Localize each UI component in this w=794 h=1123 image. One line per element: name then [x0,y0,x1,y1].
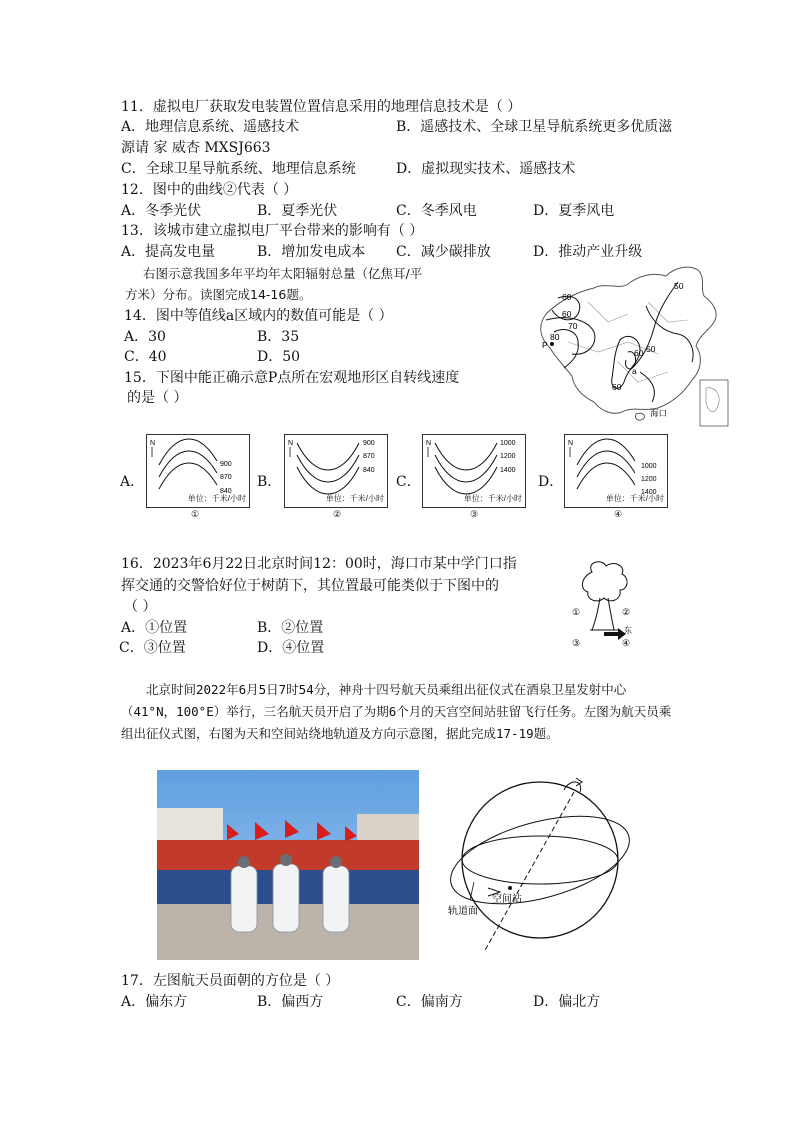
q16-line-3: （ ） [124,599,157,615]
contour-label: 1200 [500,453,516,460]
contour-label: 840 [220,488,232,495]
orbit-diagram [444,770,634,960]
q11-option-c: C．全球卫星导航系统、地理信息系统 [121,161,356,177]
figure-number: ① [191,510,200,520]
q12-option-b: B．夏季光伏 [257,203,338,219]
q12-stem: 12．图中的曲线②代表（ ） [121,182,298,198]
q11-option-b: B．遥感技术、全球卫星导航系统更多优质滋 [396,119,673,135]
q16-option-a: A．①位置 [121,620,188,636]
q17-stem: 17．左图航天员面朝的方位是（ ） [121,973,340,989]
figure-option-b [284,434,388,508]
q14-stem: 14．图中等值线a区域内的数值可能是（ ） [124,308,393,324]
q15-option-c-letter: C． [396,474,421,490]
contour-label: 900 [363,440,375,447]
q13-option-c: C．减少碳排放 [396,244,491,260]
q13-option-b: B．增加发电成本 [257,244,366,260]
figure-option-a [146,434,250,508]
map-label-a: a [632,366,637,376]
q14-option-c: C．40 [124,349,167,365]
q17-option-d: D．偏北方 [533,994,601,1010]
q16-option-c: C．③位置 [119,640,186,656]
q17-option-b: B．偏西方 [257,994,324,1010]
q13-stem: 13．该城市建立虚拟电厂平台带来的影响有（ ） [121,223,424,239]
unit-label: 单位：千米/小时 [605,494,664,503]
contour-label: 870 [220,474,232,481]
map-label: 60 [634,348,644,358]
q14-option-d: D．50 [257,349,301,365]
q15-stem-1: 15．下图中能正确示意P点所在宏观地形区自转线速度 [124,370,460,386]
map-label: 60 [612,382,622,392]
contour-label: 1200 [641,476,657,483]
tree-position-2: ② [622,607,631,617]
q17-option-a: A．偏东方 [121,994,188,1010]
north-label: N [150,440,156,447]
q12-option-a: A．冬季光伏 [121,203,202,219]
map-label: 60 [562,309,572,319]
north-label: N [288,440,294,447]
tree-position-3: ③ [572,638,581,648]
china-radiation-map [528,262,732,432]
q15-option-b-letter: B． [257,474,282,490]
map-label: 70 [568,321,578,331]
tree-position-1: ① [572,607,581,617]
q15-stem-2: 的是（ ） [127,390,188,406]
q11-option-a: A．地理信息系统、遥感技术 [121,119,300,135]
contour-label: 1400 [641,489,657,496]
figure-option-d [564,434,668,508]
map-label: 50 [674,281,684,291]
q16-line-1: 16．2023年6月22日北京时间12：00时，海口市某中学门口指 [121,556,517,572]
north-label: N [568,440,574,447]
q12-option-c: C．冬季风电 [396,203,477,219]
q11-stem: 11．虚拟电厂获取发电装置位置信息采用的地理信息技术是（ ） [121,99,522,115]
q13-option-d: D．推动产业升级 [533,244,643,260]
figure-number: ② [333,510,342,520]
figure-number: ④ [614,510,623,520]
q14-option-a: A．30 [124,329,166,345]
tree-figure [560,560,660,652]
contour-label: 870 [363,453,375,460]
q16-line-2: 挥交通的交警恰好位于树荫下，其位置最可能类似于下图中的 [121,578,499,594]
figure-number: ③ [470,510,479,520]
q12-option-d: D．夏季风电 [533,203,615,219]
astronaut-photo [157,770,419,960]
map-label-p: P [542,340,548,350]
contour-label: 900 [220,461,232,468]
intro-line-2: 方米）分布。读图完成14-16题。 [125,287,312,302]
east-label: 东 [624,626,632,635]
contour-label: 1400 [500,467,516,474]
q16-option-d: D．④位置 [257,640,325,656]
map-label: 50 [646,344,656,354]
space-station-label: 空间站 [492,894,522,905]
passage-17-19: 北京时间2022年6月5日7时54分，神舟十四号航天员乘组出征仪式在酒泉卫星发射中心（41°N，100°E）举行，三名航天员开启了为期6个月的天宫空间站驻留飞行任务。左图为航天员乘组出征仪式图，右图为天和空间站绕地轨道及方向示意图，据此完成17-19题。 [121,682,672,741]
q15-option-a-letter: A． [120,474,145,490]
q11-option-d: D．虚拟现实技术、遥感技术 [396,161,576,177]
map-label: 60 [562,292,572,302]
q13-option-a: A．提高发电量 [121,244,216,260]
orbit-plane-label: 轨道面 [448,906,478,917]
watermark-text: 源请 家 威杏 MXSJ663 [121,140,271,156]
q17-option-c: C．偏南方 [396,994,463,1010]
q16-option-b: B．②位置 [257,620,324,636]
unit-label: 单位：千米/小时 [463,494,522,503]
unit-label: 单位：千米/小时 [325,494,384,503]
north-label: N [426,440,432,447]
contour-label: 840 [363,467,375,474]
map-label-haikou: 海口 [650,408,668,418]
map-label: 80 [550,332,560,342]
figure-option-c [422,434,526,508]
contour-label: 1000 [641,463,657,470]
q15-option-d-letter: D． [538,474,564,490]
q14-option-b: B．35 [257,329,300,345]
intro-line-1: 右图示意我国多年平均年太阳辐射总量（亿焦耳/平 [143,266,423,281]
tree-position-4: ④ [622,638,631,648]
unit-label: 单位：千米/小时 [187,494,246,503]
contour-label: 1000 [500,440,516,447]
